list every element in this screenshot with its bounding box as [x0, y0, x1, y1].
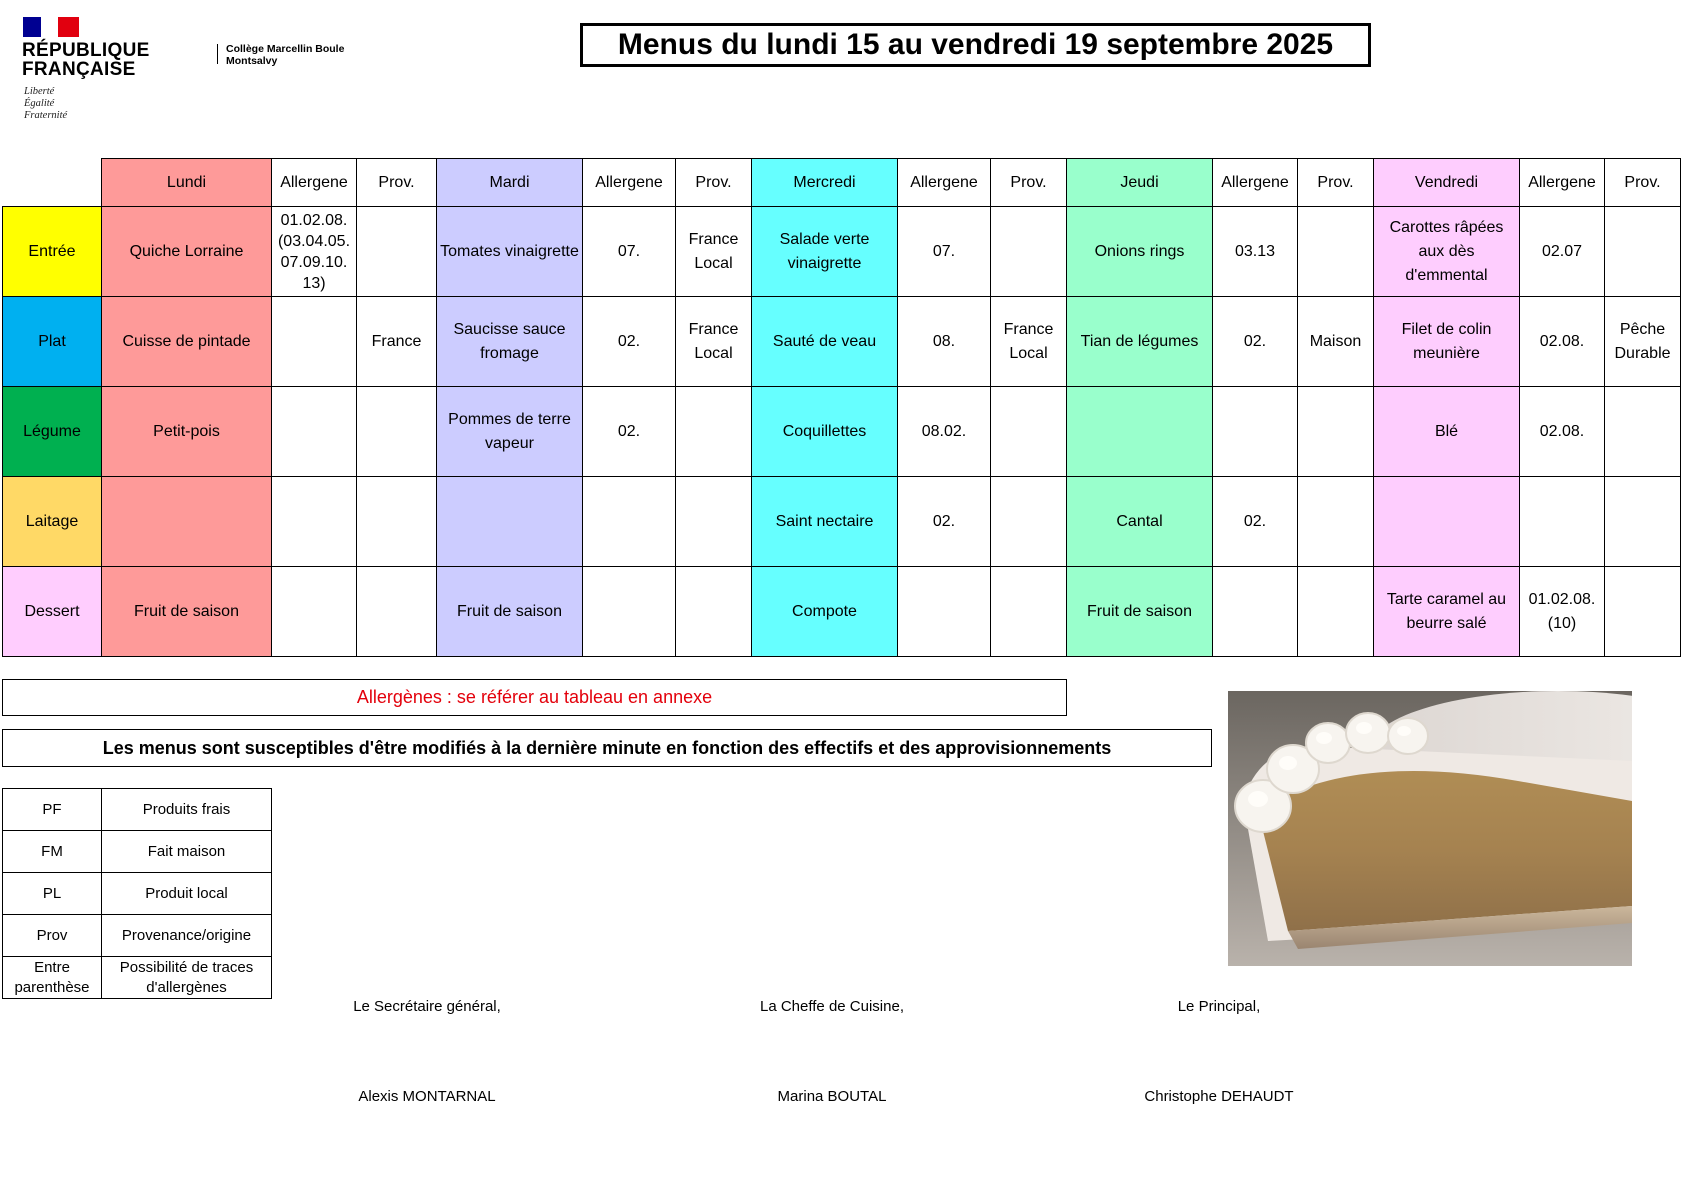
legend-code: PF	[3, 789, 102, 831]
prov-cell	[676, 567, 752, 657]
dish-cell: Tomates vinaigrette	[437, 207, 583, 297]
allergene-cell: 07.	[898, 207, 991, 297]
header-prov: Prov.	[357, 159, 437, 207]
allergene-cell: 02.	[583, 297, 676, 387]
signature-name: Alexis MONTARNAL	[358, 1088, 496, 1105]
legend-meaning: Fait maison	[102, 831, 272, 873]
dish-cell: Fruit de saison	[102, 567, 272, 657]
dish-cell: Pommes de terre vapeur	[437, 387, 583, 477]
row-label: Légume	[3, 387, 102, 477]
legend-meaning: Provenance/origine	[102, 915, 272, 957]
allergene-cell	[272, 477, 357, 567]
menu-header-row	[3, 159, 1681, 207]
dish-cell: Compote	[752, 567, 898, 657]
prov-cell	[357, 387, 437, 477]
header-day: Lundi	[102, 159, 272, 207]
header-prov: Prov.	[676, 159, 752, 207]
menu-row-dessert	[3, 567, 1681, 657]
menu-row-laitage	[3, 477, 1681, 567]
dish-cell: Carottes râpées aux dès d'emmental	[1374, 207, 1520, 297]
legend-code: PL	[3, 873, 102, 915]
prov-cell	[1605, 207, 1681, 297]
dessert-photo	[1228, 691, 1632, 966]
allergene-cell	[898, 567, 991, 657]
legend-row	[3, 831, 272, 873]
prov-cell	[1605, 477, 1681, 567]
allergene-cell	[272, 567, 357, 657]
row-label: Dessert	[3, 567, 102, 657]
dish-cell: Fruit de saison	[1067, 567, 1213, 657]
allergene-cell: 02.	[583, 387, 676, 477]
prov-cell: France Local	[676, 297, 752, 387]
legend-code: FM	[3, 831, 102, 873]
allergens-note: Allergènes : se référer au tableau en annexe	[2, 679, 1067, 716]
legend-row	[3, 789, 272, 831]
signature-role: Le Principal,	[1177, 998, 1261, 1015]
header-day: Vendredi	[1374, 159, 1520, 207]
allergene-cell	[1213, 567, 1298, 657]
prov-cell	[676, 477, 752, 567]
dish-cell: Tarte caramel au beurre salé	[1374, 567, 1520, 657]
signature-name: Christophe DEHAUDT	[1144, 1088, 1294, 1105]
allergene-cell	[1520, 477, 1605, 567]
allergene-cell: 03.13	[1213, 207, 1298, 297]
allergene-cell	[1213, 387, 1298, 477]
weekly-menu-table	[2, 158, 1681, 657]
allergene-cell	[272, 297, 357, 387]
dish-cell: Sauté de veau	[752, 297, 898, 387]
allergene-cell	[272, 387, 357, 477]
signature-role: La Cheffe de Cuisine,	[760, 998, 904, 1015]
header-prov: Prov.	[1605, 159, 1681, 207]
prov-cell	[1605, 567, 1681, 657]
prov-cell	[1298, 207, 1374, 297]
prov-cell	[991, 387, 1067, 477]
dish-cell: Petit-pois	[102, 387, 272, 477]
prov-cell	[991, 477, 1067, 567]
menu-row-plat	[3, 297, 1681, 387]
header-day: Mercredi	[752, 159, 898, 207]
prov-cell	[357, 567, 437, 657]
republique-francaise-wordmark: RÉPUBLIQUE FRANÇAISE	[22, 40, 150, 80]
prov-cell	[1298, 477, 1374, 567]
legend-row	[3, 873, 272, 915]
page-title: Menus du lundi 15 au vendredi 19 septembre 2025	[580, 23, 1371, 67]
dish-cell: Salade verte vinaigrette	[752, 207, 898, 297]
header-day: Jeudi	[1067, 159, 1213, 207]
prov-cell	[357, 207, 437, 297]
header-allergene: Allergene	[898, 159, 991, 207]
header-prov: Prov.	[991, 159, 1067, 207]
legend-row	[3, 957, 272, 999]
legend-meaning: Produits frais	[102, 789, 272, 831]
row-label: Laitage	[3, 477, 102, 567]
header-allergene: Allergene	[1520, 159, 1605, 207]
prov-cell	[1298, 567, 1374, 657]
allergene-cell	[583, 567, 676, 657]
header-allergene: Allergene	[1213, 159, 1298, 207]
allergene-cell: 02.	[1213, 297, 1298, 387]
allergene-cell: 08.	[898, 297, 991, 387]
row-label: Plat	[3, 297, 102, 387]
dish-cell: Cuisse de pintade	[102, 297, 272, 387]
school-name: Collège Marcellin Boule Montsalvy	[226, 43, 345, 67]
dish-cell	[1067, 387, 1213, 477]
legend-code: Entre parenthèse	[3, 957, 102, 999]
legend-meaning: Possibilité de traces d'allergènes	[102, 957, 272, 999]
dish-cell	[102, 477, 272, 567]
header-allergene: Allergene	[272, 159, 357, 207]
allergene-cell: 02.	[898, 477, 991, 567]
republic-motto: Liberté Égalité Fraternité	[24, 86, 68, 121]
dish-cell: Saint nectaire	[752, 477, 898, 567]
disclaimer-note: Les menus sont susceptibles d'être modifiés à la dernière minute en fonction des effectifs et des approvisionnements	[2, 729, 1212, 767]
dish-cell: Saucisse sauce fromage	[437, 297, 583, 387]
allergene-cell: 01.02.08.(03.04.05.07.09.10.13)	[272, 207, 357, 297]
dish-cell: Blé	[1374, 387, 1520, 477]
dish-cell: Coquillettes	[752, 387, 898, 477]
dish-cell: Tian de légumes	[1067, 297, 1213, 387]
allergene-cell	[583, 477, 676, 567]
menu-row-entree	[3, 207, 1681, 297]
header-day: Mardi	[437, 159, 583, 207]
header-corner	[3, 159, 102, 207]
allergene-cell: 02.	[1213, 477, 1298, 567]
legend-row	[3, 915, 272, 957]
allergene-cell: 02.08.	[1520, 297, 1605, 387]
legend-code: Prov	[3, 915, 102, 957]
french-flag-logo	[23, 17, 79, 37]
dish-cell: Onions rings	[1067, 207, 1213, 297]
prov-cell	[357, 477, 437, 567]
allergene-cell: 02.08.	[1520, 387, 1605, 477]
prov-cell: France Local	[676, 207, 752, 297]
allergene-cell: 01.02.08.(10)	[1520, 567, 1605, 657]
prov-cell	[676, 387, 752, 477]
logo-separator	[217, 44, 218, 64]
allergene-cell: 08.02.	[898, 387, 991, 477]
allergene-cell: 02.07	[1520, 207, 1605, 297]
prov-cell	[991, 207, 1067, 297]
prov-cell	[1298, 387, 1374, 477]
allergene-cell: 07.	[583, 207, 676, 297]
menu-row-legume	[3, 387, 1681, 477]
dish-cell: Filet de colin meunière	[1374, 297, 1520, 387]
legend-meaning: Produit local	[102, 873, 272, 915]
prov-cell: France	[357, 297, 437, 387]
prov-cell: Pêche Durable	[1605, 297, 1681, 387]
prov-cell	[1605, 387, 1681, 477]
dish-cell: Cantal	[1067, 477, 1213, 567]
prov-cell	[991, 567, 1067, 657]
dish-cell: Fruit de saison	[437, 567, 583, 657]
signature-role: Le Secrétaire général,	[353, 998, 501, 1015]
dish-cell	[1374, 477, 1520, 567]
row-label: Entrée	[3, 207, 102, 297]
header-prov: Prov.	[1298, 159, 1374, 207]
dish-cell: Quiche Lorraine	[102, 207, 272, 297]
abbreviation-legend	[2, 788, 272, 999]
prov-cell: Maison	[1298, 297, 1374, 387]
dish-cell	[437, 477, 583, 567]
signature-name: Marina BOUTAL	[777, 1088, 887, 1105]
header-allergene: Allergene	[583, 159, 676, 207]
prov-cell: France Local	[991, 297, 1067, 387]
